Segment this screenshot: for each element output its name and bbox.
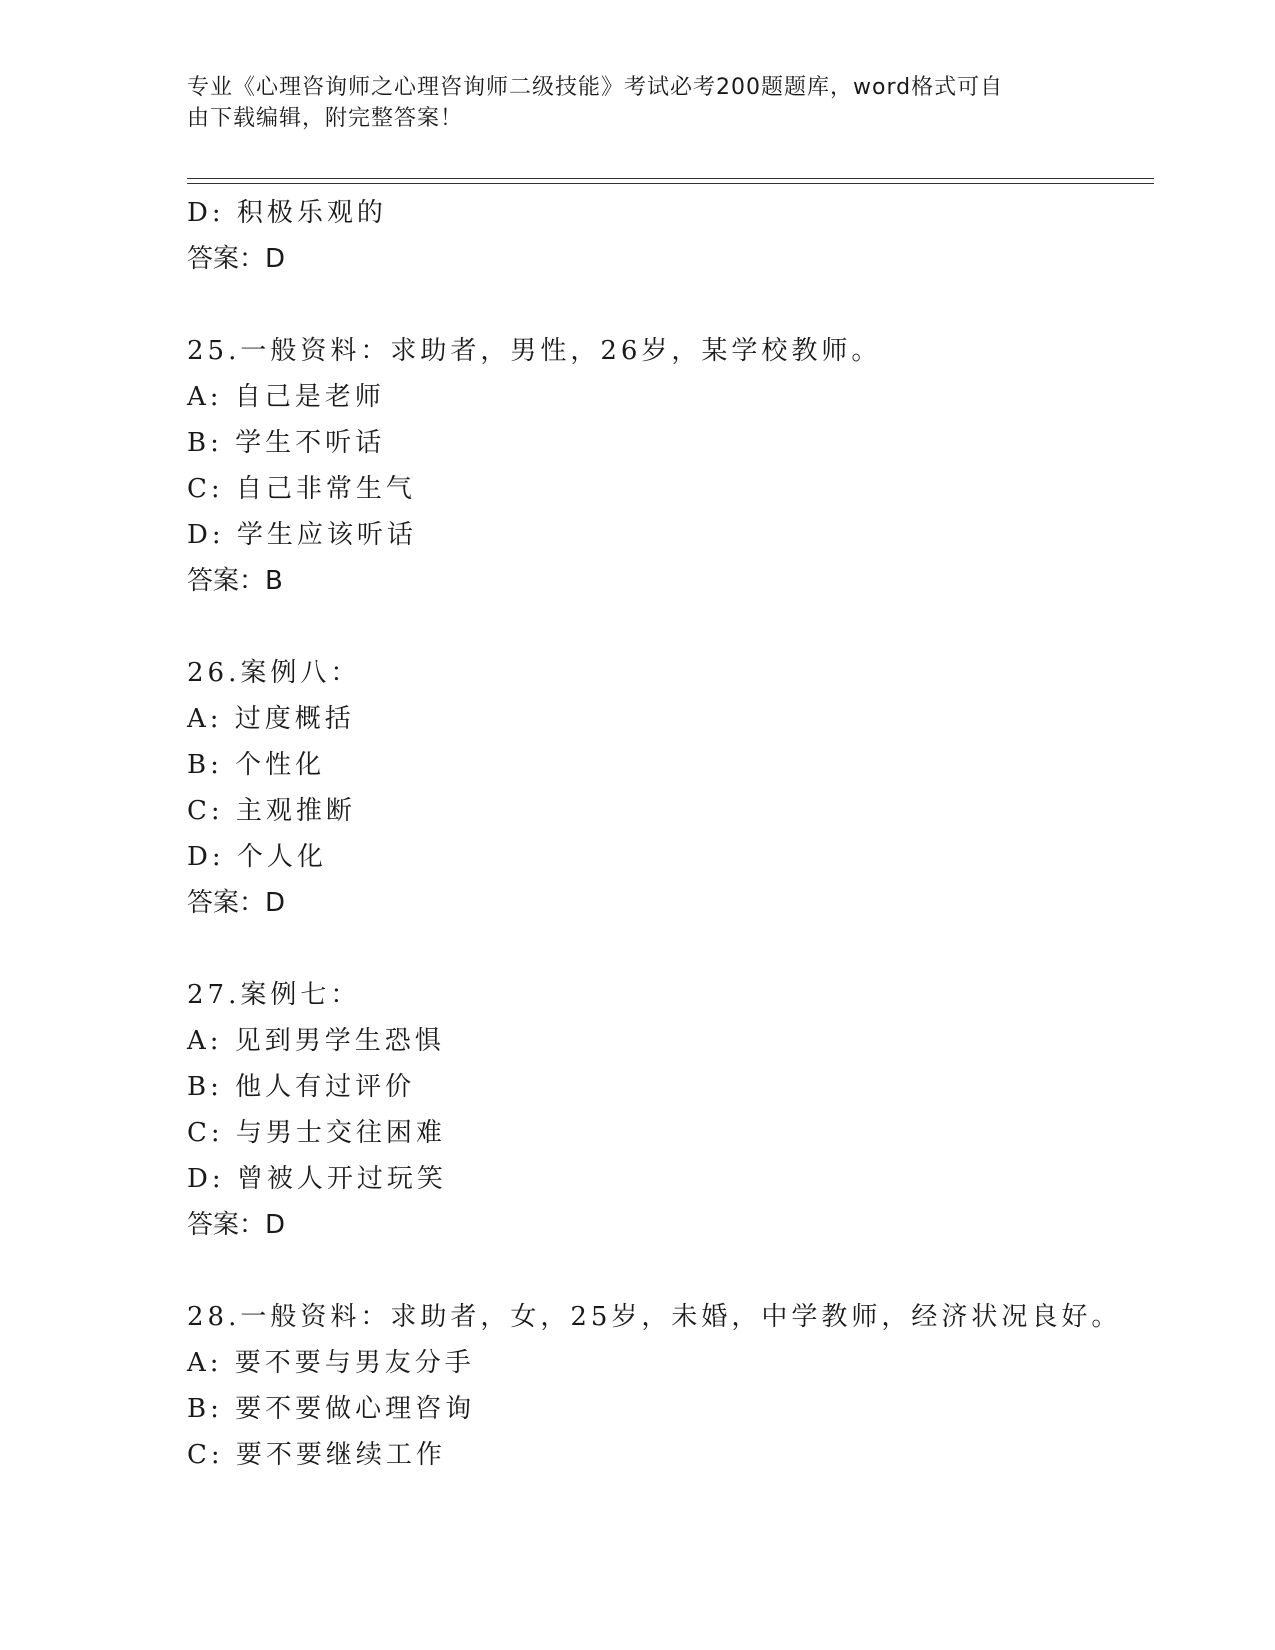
question-26 (187, 650, 1187, 926)
option-d: D: 积极乐观的 (187, 198, 387, 228)
answer-line: 答案：D (187, 244, 286, 274)
option-b: B: 要不要做心理咨询 (187, 1394, 476, 1424)
spacer (187, 282, 1187, 328)
option-b: B: 他人有过评价 (187, 1072, 416, 1102)
question-stem: 27.案例七： (187, 980, 361, 1010)
question-stem: 28.一般资料：求助者，女，25岁，未婚，中学教师，经济状况良好。 (187, 1302, 1122, 1332)
question-27 (187, 972, 1187, 1248)
option-a: A: 要不要与男友分手 (187, 1348, 475, 1378)
spacer (187, 604, 1187, 650)
option-d: D: 个人化 (187, 842, 327, 872)
header-rule-top (187, 178, 1154, 179)
option-c: C: 自己非常生气 (187, 474, 416, 504)
document-body (187, 190, 1187, 1478)
header-line-1: 专业《心理咨询师之心理咨询师二级技能》考试必考200题题库，word格式可自 (187, 75, 1004, 100)
spacer (187, 926, 1187, 972)
option-b: B: 个性化 (187, 750, 326, 780)
option-d: D: 曾被人开过玩笑 (187, 1164, 447, 1194)
header-line-2: 由下载编辑，附完整答案！ (187, 106, 464, 131)
answer-line: 答案：D (187, 888, 286, 918)
answer-line: 答案：D (187, 1210, 286, 1240)
option-a: A: 见到男学生恐惧 (187, 1026, 445, 1056)
option-a: A: 自己是老师 (187, 382, 385, 412)
question-stem: 25.一般资料：求助者，男性，26岁，某学校教师。 (187, 336, 882, 366)
question-25 (187, 328, 1187, 604)
document-header (187, 72, 1087, 134)
spacer (187, 1248, 1187, 1294)
header-rule-bottom (187, 183, 1154, 184)
option-c: C: 要不要继续工作 (187, 1440, 446, 1470)
answer-line: 答案：B (187, 566, 283, 596)
option-c: C: 与男士交往困难 (187, 1118, 446, 1148)
option-a: A: 过度概括 (187, 704, 355, 734)
question-28 (187, 1294, 1187, 1478)
question-stem: 26.案例八： (187, 658, 361, 688)
option-c: C: 主观推断 (187, 796, 356, 826)
option-d: D: 学生应该听话 (187, 520, 417, 550)
option-b: B: 学生不听话 (187, 428, 386, 458)
